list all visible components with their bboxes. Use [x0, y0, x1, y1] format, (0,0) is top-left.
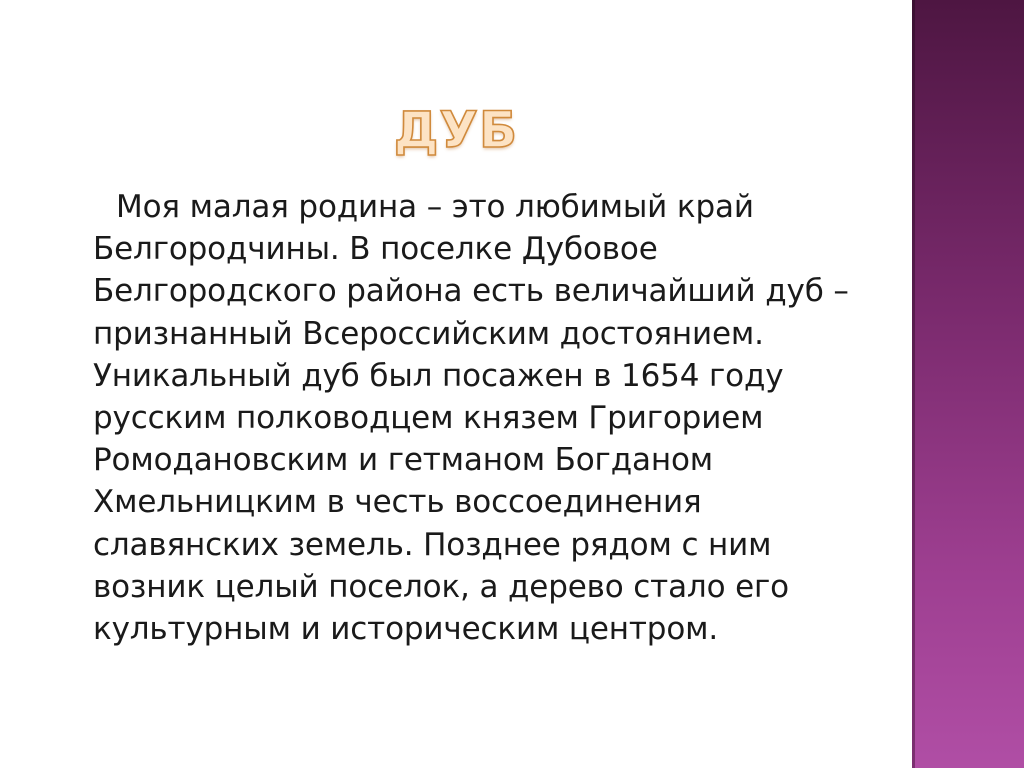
side-band-edge	[912, 0, 915, 768]
slide-body-text: Моя малая родина – это любимый край Белгородчины. В поселке Дубовое Белгородского района есть величайший дуб – признанный Всероссийским достоянием. Уникальный дуб был посажен в 1654 году русским полководцем князем Григорием Ромодановским и гетманом Богданом Хмельницким в честь воссоединения славянских земель. Позднее рядом с ним возник целый поселок, а дерево стало его культурным и историческим центром.	[93, 189, 849, 648]
decorative-side-band	[912, 0, 1024, 768]
slide-title: ДУБ	[393, 101, 519, 159]
